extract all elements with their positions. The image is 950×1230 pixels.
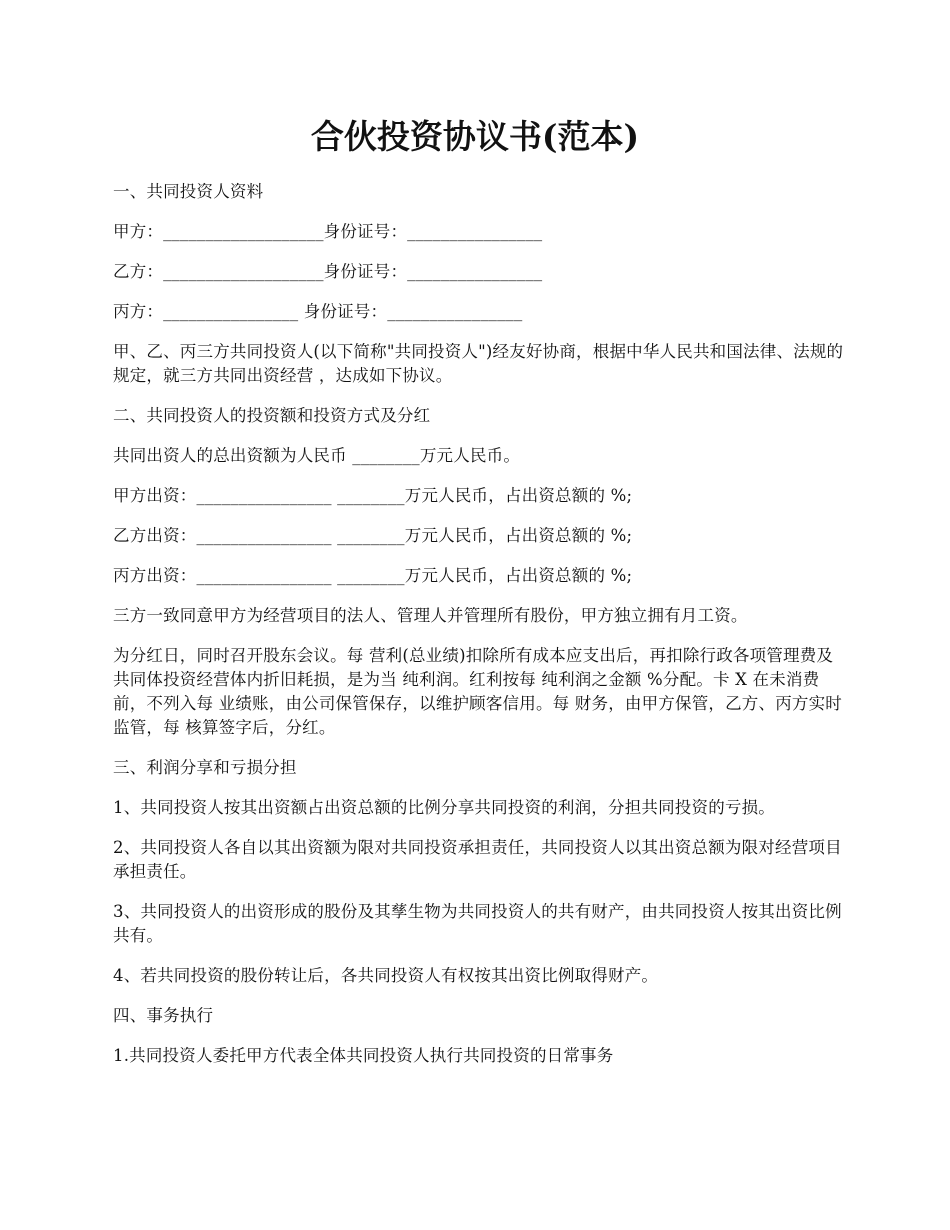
party-a-line: 甲方：___________________身份证号：________________ — [113, 222, 543, 241]
section-heading-3: 三、利润分享和亏损分担 — [113, 758, 297, 777]
document-title: 合伙投资协议书(范本) — [310, 117, 640, 156]
party-a-investment-line: 甲方出资：________________ ________万元人民币，占出资总额的 %; — [113, 486, 633, 505]
party-b-investment-line: 乙方出资：________________ ________万元人民币，占出资总额的 %; — [113, 526, 633, 545]
party-b-line: 乙方：___________________身份证号：________________ — [113, 262, 543, 281]
section-heading-1: 一、共同投资人资料 — [113, 182, 264, 201]
section-heading-2: 二、共同投资人的投资额和投资方式及分红 — [113, 406, 431, 425]
party-c-investment-line: 丙方出资：________________ ________万元人民币，占出资总额的 %; — [113, 566, 633, 585]
clause-3-4: 4、若共同投资的股份转让后，各共同投资人有权按其出资比例取得财产。 — [113, 966, 659, 985]
document-body — [113, 180, 845, 1084]
clause-3-1: 1、共同投资人按其出资额占出资总额的比例分享共同投资的利润，分担共同投资的亏损。 — [113, 798, 775, 817]
agreement-intro-paragraph: 甲、乙、丙三方共同投资人(以下简称"共同投资人")经友好协商，根据中华人民共和国法律、法规的规定，就三方共同出资经营 ，达成如下协议。 — [113, 342, 844, 385]
total-investment-line: 共同出资人的总出资额为人民币 ________万元人民币。 — [113, 446, 521, 465]
party-c-line: 丙方：________________ 身份证号：________________ — [113, 302, 523, 321]
management-paragraph: 三方一致同意甲方为经营项目的法人、管理人并管理所有股份，甲方独立拥有月工资。 — [113, 606, 748, 625]
clause-3-2: 2、共同投资人各自以其出资额为限对共同投资承担责任，共同投资人以其出资总额为限对经营项目承担责任。 — [113, 838, 842, 881]
clause-4-1: 1.共同投资人委托甲方代表全体共同投资人执行共同投资的日常事务 — [113, 1046, 614, 1065]
clause-3-3: 3、共同投资人的出资形成的股份及其孳生物为共同投资人的共有财产，由共同投资人按其出资比例共有。 — [113, 902, 842, 945]
section-heading-4: 四、事务执行 — [113, 1006, 214, 1025]
dividend-paragraph: 为分红日，同时召开股东会议。每 营利(总业绩)扣除所有成本应支出后，再扣除行政各项管理费及共同体投资经营体内折旧耗损，是为当 纯利润。红利按每 纯利润之金额 %分配。卡 X 在未消费前，不列入每 业绩账，由公司保管保存，以维护顾客信用。每 财务，由甲方保管，乙方、丙方实时监管，每 核算签字后，分红。 — [113, 646, 842, 737]
